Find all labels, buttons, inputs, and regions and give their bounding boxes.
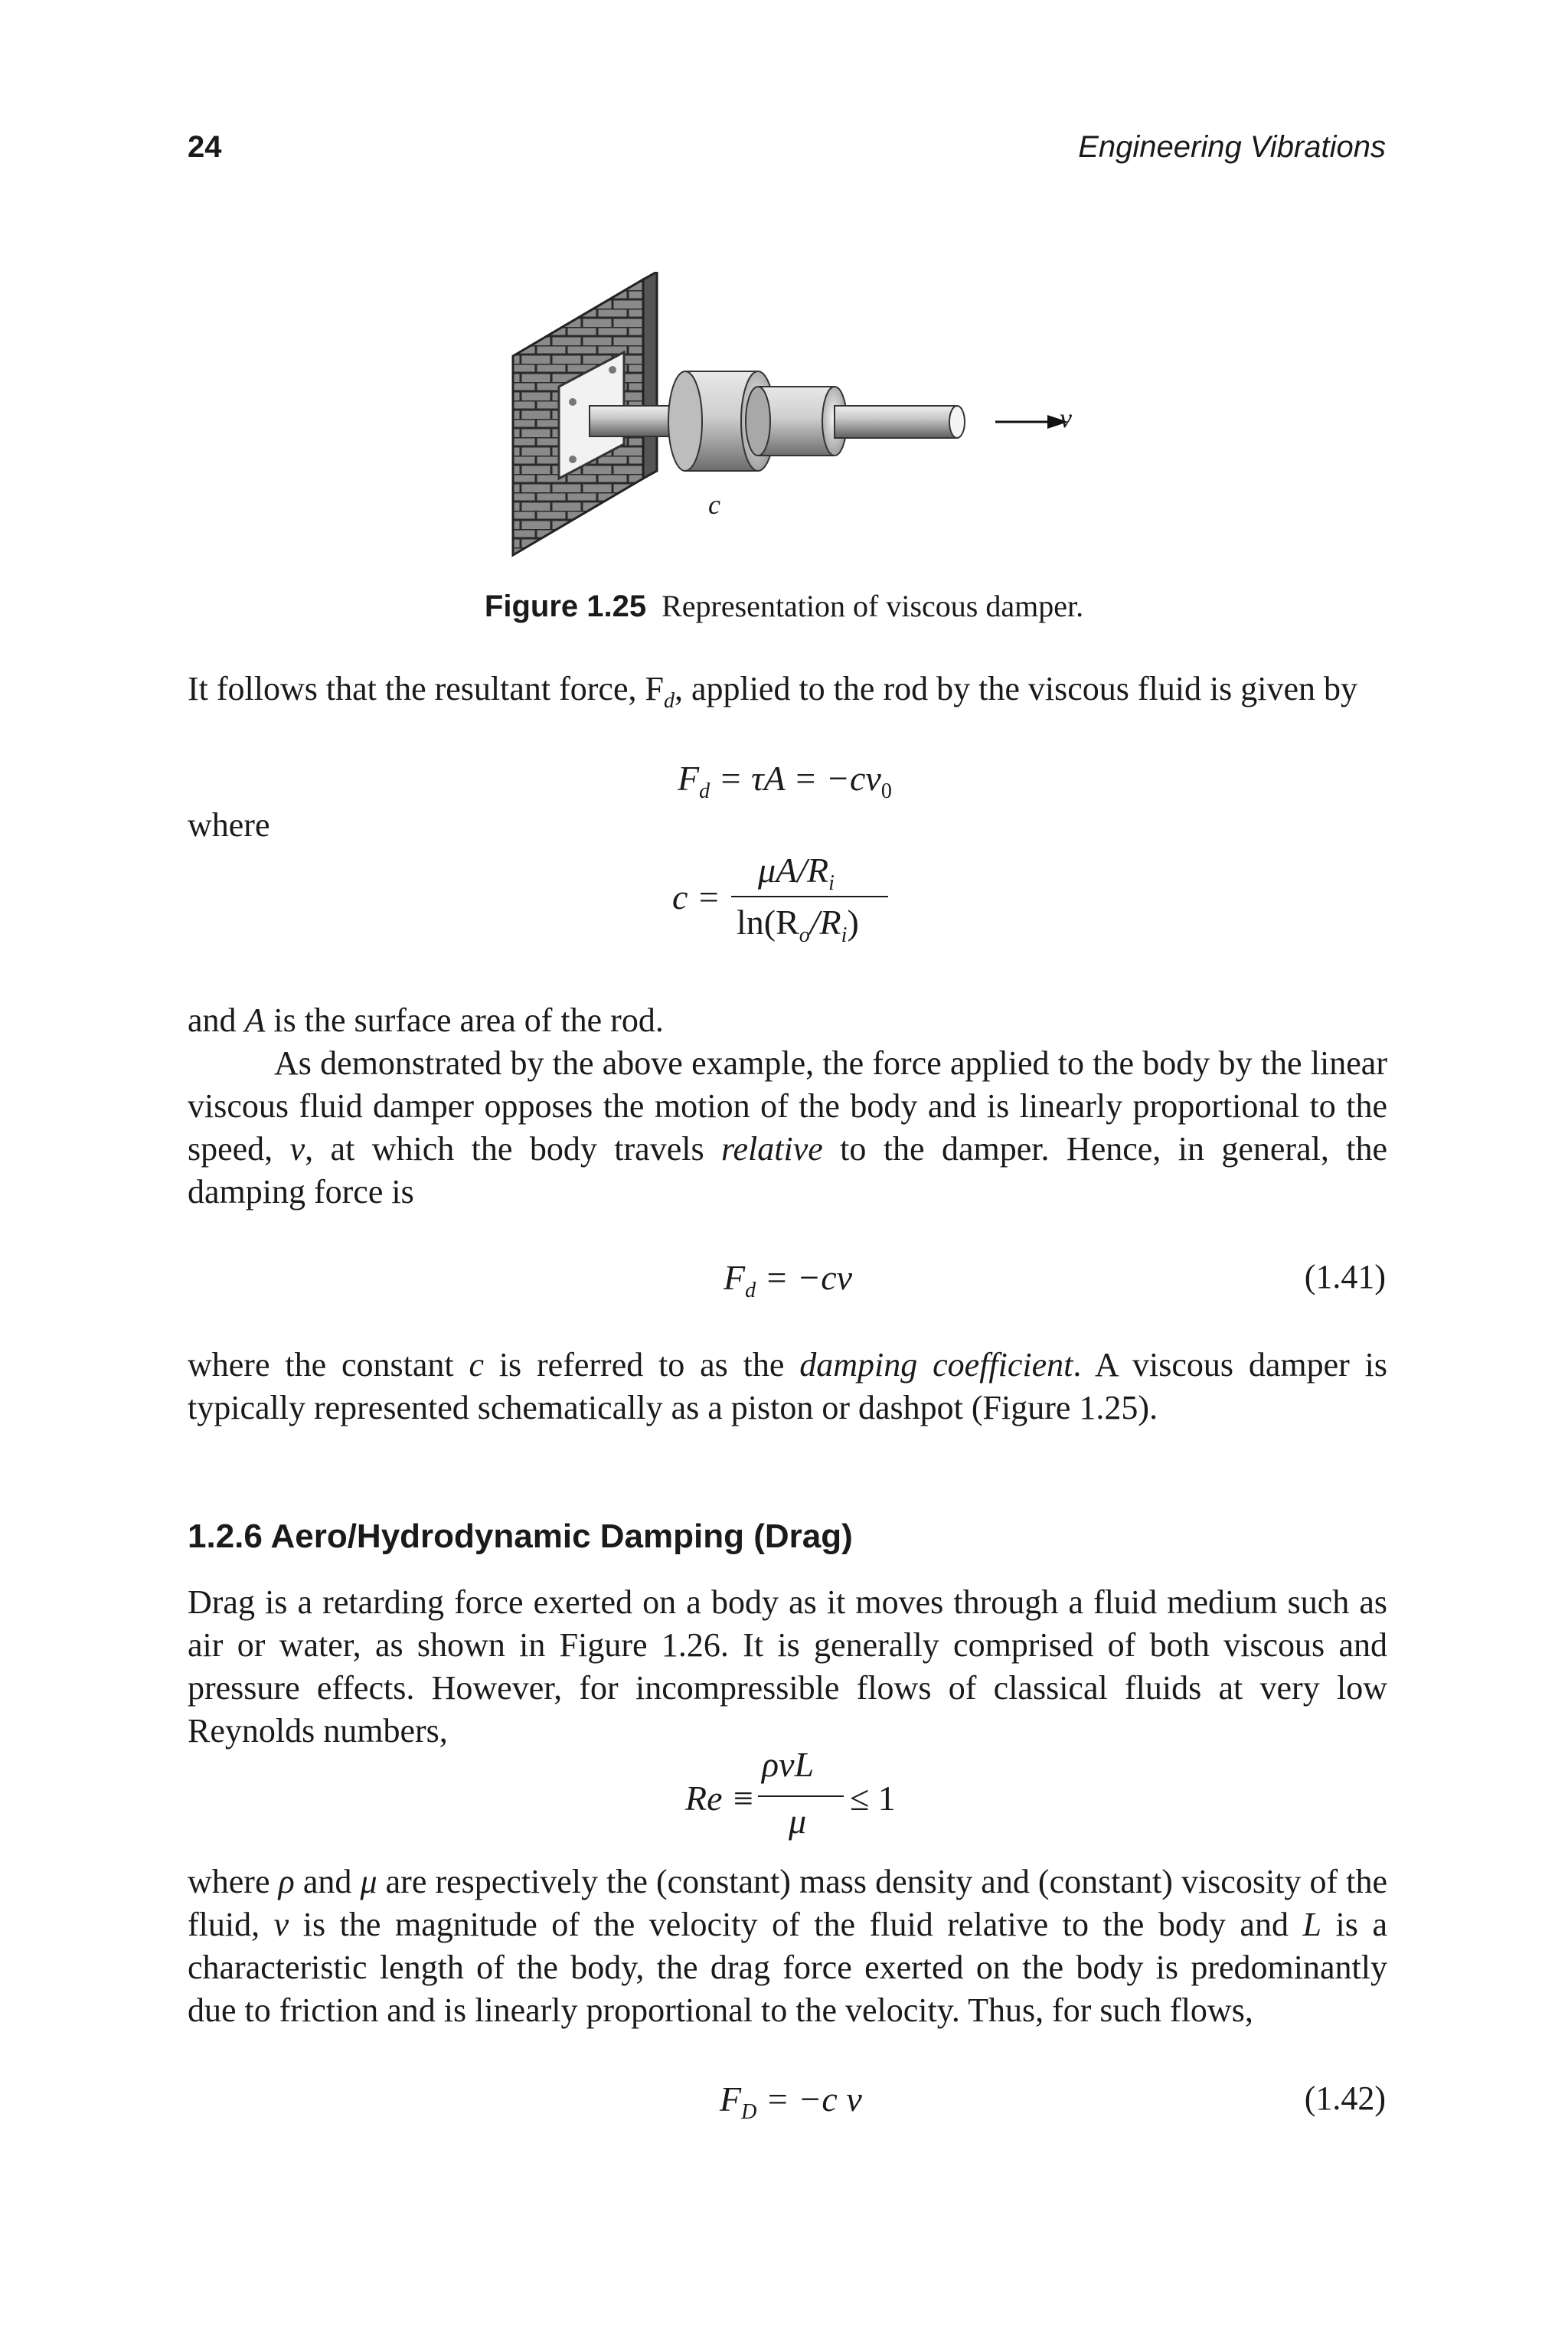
- paragraph-6: where ρ and μ are respectively the (constant) mass density and (constant) viscosity of the fluid, v is the magnitude of the velocity of the fluid relative to the body and L is a characteristic length of the body, the drag force exerted on the body is predominantly due to friction and is linearly proportional to the velocity. Thus, for such flows,: [188, 1863, 1388, 2029]
- eq-c-denominator: $\ln(R_o/R_i)$: [737, 903, 859, 948]
- damping-label: c: [708, 489, 720, 520]
- paragraph-5: Drag is a retarding force exerted on a body as it moves through a fluid medium such as air or water, as shown in Figure 1.26. It is generally comprised of both viscous and pressure effects. However, for incompressible flows of classical fluids at very low Reynolds numbers,: [188, 1583, 1387, 1750]
- running-title: Engineering Vibrations: [1078, 130, 1386, 164]
- eq-re-fraction-bar: [758, 1795, 844, 1797]
- viscous-damper-figure: [490, 272, 1148, 563]
- section-heading: 1.2.6 Aero/Hydrodynamic Damping (Drag): [188, 1518, 853, 1555]
- eq-re-numerator: ρvL: [762, 1745, 815, 1784]
- eq-re-lhs: Re ≡: [685, 1779, 756, 1818]
- page-header: [188, 130, 1386, 176]
- eq-c-lhs: c =: [672, 877, 720, 916]
- figure-caption: [0, 588, 1568, 624]
- equation-damping-force: $F_d = \tau A = -cv_0$: [678, 759, 892, 804]
- eq-re-rhs: ≤ 1: [850, 1779, 896, 1818]
- equation-number-1-42: (1.42): [1304, 2080, 1386, 2117]
- paragraph-4: where the constant c is referred to as the damping coefficient. A viscous damper is typically represented schematically as a piston or dashpot (Figure 1.25).: [188, 1346, 1388, 1426]
- eq-c-fraction-bar: [731, 896, 888, 897]
- page-number: 24: [188, 130, 222, 164]
- eq-re-denominator: μ: [789, 1802, 807, 1841]
- eq-c-numerator: $\mu A/R_i$: [758, 851, 835, 896]
- paragraph-3: As demonstrated by the above example, the force applied to the body by the linear viscous fluid damper opposes the motion of the body and is linearly proportional to the speed, v, at which the body travels relative to the damper. Hence, in general, the damping force is: [188, 1044, 1388, 1210]
- equation-1-41: $F_d = -cv$: [724, 1258, 853, 1303]
- velocity-label: v: [1060, 403, 1072, 433]
- paragraph-2: and A is the surface area of the rod.: [188, 1001, 664, 1039]
- equation-number-1-41: (1.41): [1304, 1258, 1386, 1295]
- equation-1-42: $F_D = -c$ v: [720, 2080, 862, 2125]
- where-label-1: where: [188, 806, 270, 844]
- velocity-arrow: [995, 415, 1068, 429]
- piston-rod: [835, 406, 965, 438]
- caption-text: Representation of viscous damper.: [662, 589, 1084, 623]
- paragraph-1: It follows that the resultant force, $F_d$, applied to the rod by the viscous fluid is given by: [188, 670, 1358, 713]
- caption-label: Figure 1.25: [484, 590, 647, 623]
- damper-cylinder: [668, 371, 847, 471]
